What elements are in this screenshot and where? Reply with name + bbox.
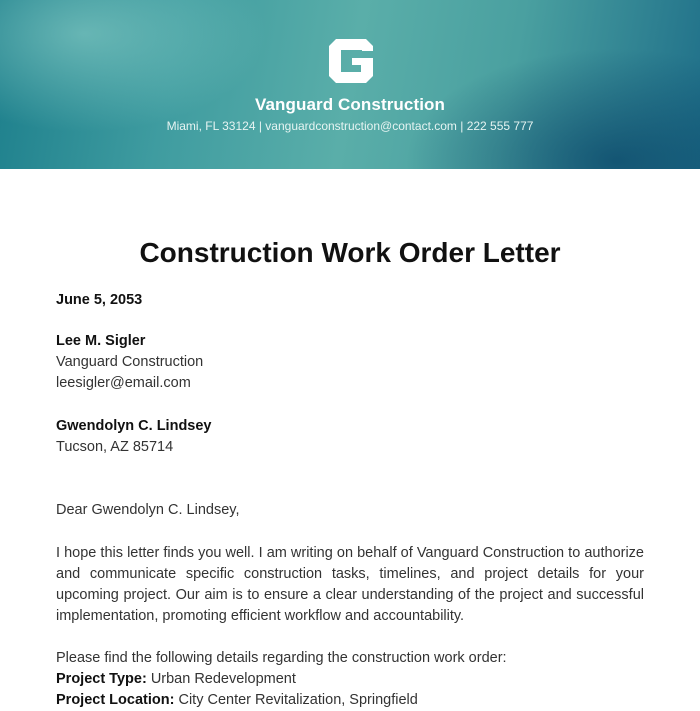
letter-date: June 5, 2053 xyxy=(56,292,143,308)
salutation: Dear Gwendolyn C. Lindsey, xyxy=(56,502,240,518)
recipient-name: Gwendolyn C. Lindsey xyxy=(56,418,212,434)
document-title: Construction Work Order Letter xyxy=(139,237,561,268)
detail-row-project-type xyxy=(56,669,644,690)
work-order-details xyxy=(56,648,644,711)
recipient-block xyxy=(56,416,644,458)
sender-name: Lee M. Sigler xyxy=(56,333,146,349)
detail-label: Project Location: xyxy=(56,692,179,708)
details-intro: Please find the following details regarding the construction work order: xyxy=(56,650,507,666)
letter-body xyxy=(56,169,644,711)
g-logo-icon xyxy=(327,37,375,85)
detail-value: City Center Revitalization, Springfield xyxy=(178,692,418,708)
sender-email: leesigler@email.com xyxy=(56,375,191,391)
company-contact-line: Miami, FL 33124 | vanguardconstruction@contact.com | 222 555 777 xyxy=(166,119,534,133)
detail-value: Urban Redevelopment xyxy=(150,671,296,687)
detail-label: Project Type: xyxy=(56,671,151,687)
detail-row-project-location xyxy=(56,690,644,711)
body-paragraph: I hope this letter finds you well. I am writing on behalf of Vanguard Construction to authorize and communicate specific construction tasks, timelines, and project details for your upcoming project. Our aim is to ensure a clear understanding of the project and successful implementation, promoting efficient workflow and accountability. xyxy=(56,545,644,624)
sender-company: Vanguard Construction xyxy=(56,354,204,370)
recipient-address: Tucson, AZ 85714 xyxy=(56,439,174,455)
sender-block xyxy=(56,331,644,394)
company-name: Vanguard Construction xyxy=(254,95,446,114)
letterhead-banner xyxy=(0,0,700,169)
